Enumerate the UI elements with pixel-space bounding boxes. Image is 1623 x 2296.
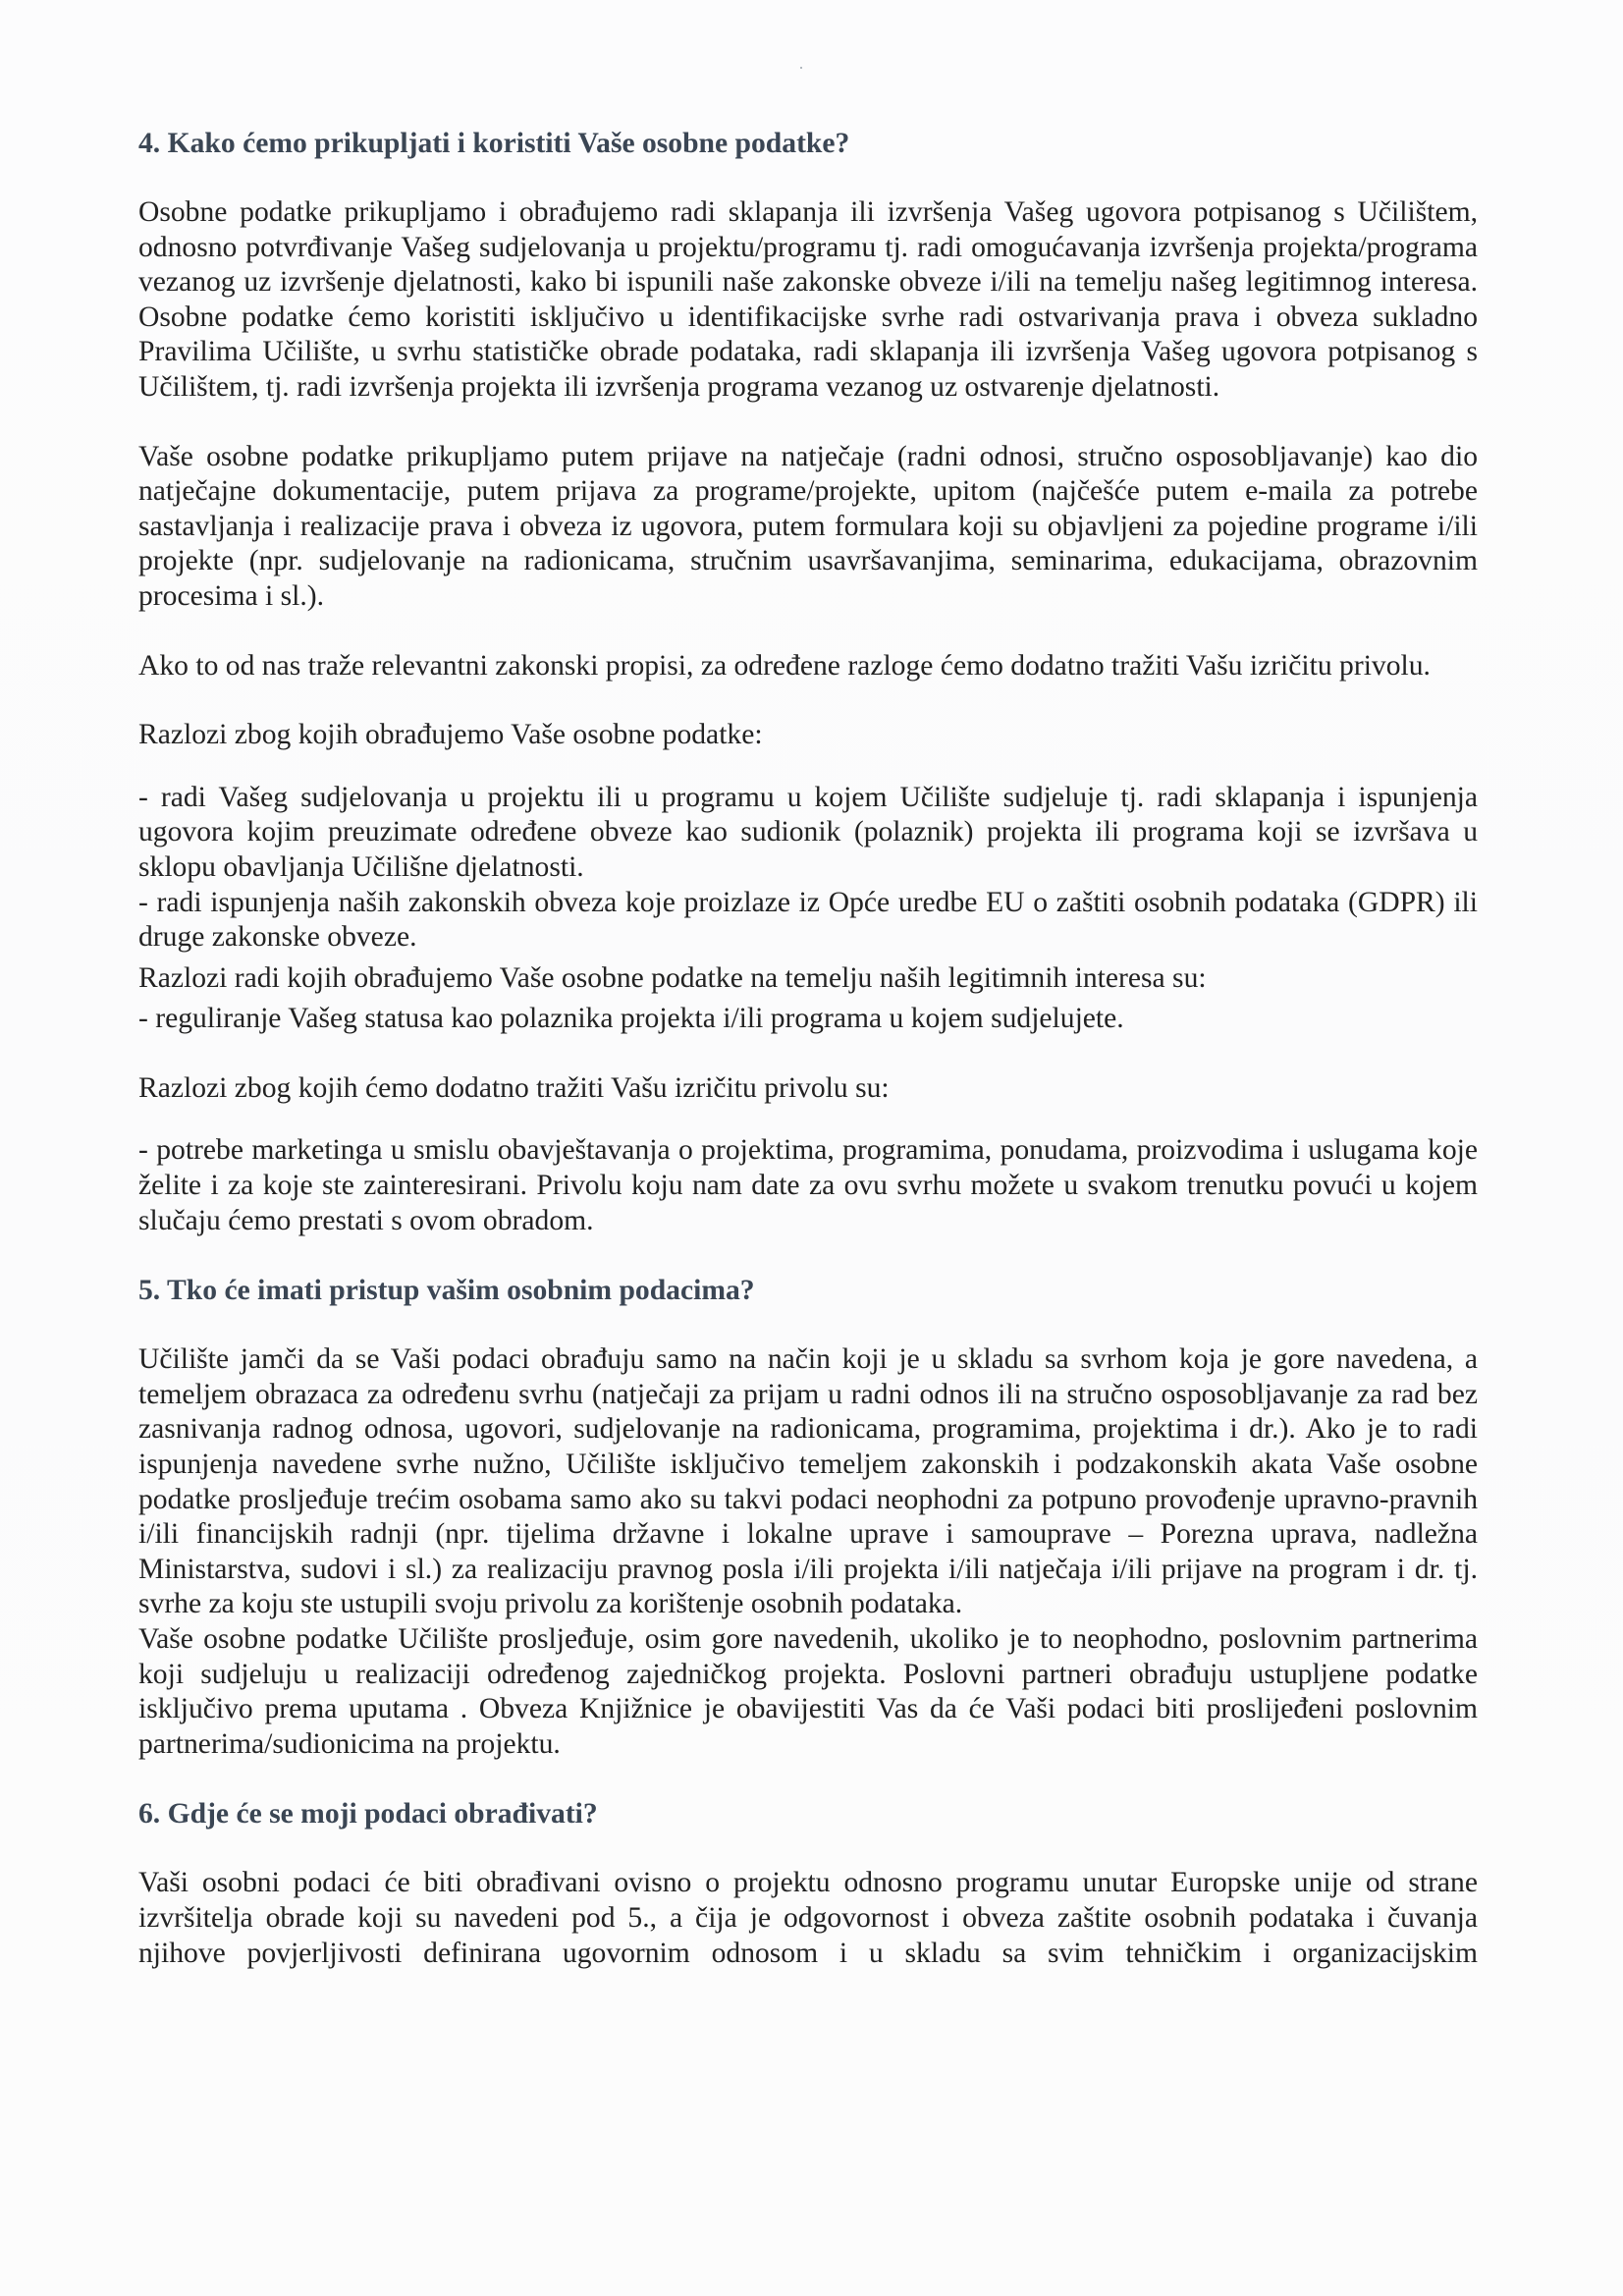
paragraph: Ako to od nas traže relevantni zakonski propisi, za određene razloge ćemo dodatno tražiti Vašu izričitu privolu. bbox=[138, 649, 1431, 682]
section-4 bbox=[138, 126, 1478, 1238]
section-heading: 4. Kako ćemo prikupljati i koristiti Vaše osobne podatke? bbox=[138, 128, 850, 159]
paragraph: Razlozi zbog kojih ćemo dodatno tražiti Vašu izričitu privolu su: bbox=[138, 1071, 890, 1104]
paragraph: Vaši osobni podaci će biti obrađivani ovisno o projektu odnosno programu unutar Europske unije od strane izvršitelja obrade koji su navedeni pod 5., a čija je odgovornost i obveza zaštite osobnih podataka i čuvanja njihove povjerljivosti definirana ugovornim odnosom i u skladu sa svim tehničkim i organizacijskim bbox=[138, 1867, 1478, 1969]
list-item: - radi Vašeg sudjelovanja u projektu ili u programu u kojem Učilište sudjeluje tj. radi sklapanja i ispunjenja ugovora kojim preuzimate određene obveze kao sudionik (polaznik) projekta ili programa koji se izvršava u sklopu obavljanja Učilišne djelatnosti. bbox=[138, 781, 1478, 883]
section-6 bbox=[138, 1796, 1478, 1971]
paragraph: Učilište jamči da se Vaši podaci obrađuju samo na način koji je u skladu sa svrhom koja je gore navedena, a temeljem obrazaca za određenu svrhu (natječaji za prijam u radni odnos ili na stručno osposobljavanje za rad bez zasnivanja radnog odnosa, ugovori, sudjelovanje na radionicama, programima, projektima i dr.). Ako je to radi ispunjenja navedene svrhe nužno, Učilište isključivo temeljem zakonskih i podzakonskih akata Vaše osobne podatke prosljeđuje trećim osobama samo ako su takvi podaci neophodni za potpuno provođenje upravno-pravnih i/ili financijskih radnji (npr. tijelima državne i lokalne uprave i samouprave – Porezna uprava, nadležna Ministarstva, sudovi i sl.) za realizaciju pravnog posla i/ili projekta i/ili natječaja i/ili prijave na program i dr. tj. svrhe za koju ste ustupili svoju privolu za korištenje osobnih podataka. bbox=[138, 1343, 1478, 1620]
list-item: - potrebe marketinga u smislu obavještavanja o projektima, programima, ponudama, proizvodima i uslugama koje želite i za koje ste zainteresirani. Privolu koju nam date za ovu svrhu možete u svakom trenutku povući u kojem slučaju ćemo prestati s ovom obradom. bbox=[138, 1134, 1478, 1236]
scan-speck bbox=[800, 67, 802, 69]
section-heading: 6. Gdje će se moji podaci obrađivati? bbox=[138, 1798, 598, 1831]
list-item: - radi ispunjenja naših zakonskih obveza koje proizlaze iz Opće uredbe EU o zaštiti osobnih podataka (GDPR) ili druge zakonske obveze. bbox=[138, 886, 1478, 954]
paragraph: Razlozi zbog kojih obrađujemo Vaše osobne podatke: bbox=[138, 719, 763, 751]
section-heading: 5. Tko će imati pristup vašim osobnim podacima? bbox=[138, 1275, 755, 1307]
list-item: - reguliranje Vašeg statusa kao polaznika projekta i/ili programa u kojem sudjelujete. bbox=[138, 1003, 1124, 1035]
section-5 bbox=[138, 1273, 1478, 1762]
paragraph: Vaše osobne podatke prikupljamo putem prijave na natječaje (radni odnosi, stručno osposobljavanje) kao dio natječajne dokumentacije, putem prijava za programe/projekte, upitom (najčešće putem e-maila za potrebe sastavljanja i realizacije prava i obveza iz ugovora, putem formulara koji su objavljeni za pojedine programe i/ili projekte (npr. sudjelovanje na radionicama, stručnim usavršavanjima, seminarima, edukacijama, obrazovnim procesima i sl.). bbox=[138, 440, 1478, 612]
paragraph: Osobne podatke prikupljamo i obrađujemo radi sklapanja ili izvršenja Vašeg ugovora potpisanog s Učilištem, odnosno potvrđivanje Vašeg sudjelovanja u projektu/programu tj. radi omogućavanja izvršenja projekta/programa vezanog uz izvršenje djelatnosti, kako bi ispunili naše zakonske obveze i/ili na temelju našeg legitimnog interesa. Osobne podatke ćemo koristiti isključivo u identifikacijske svrhe radi ostvarivanja prava i obveza sukladno Pravilima Učilište, u svrhu statističke obrade podataka, radi sklapanja ili izvršenja Vašeg ugovora potpisanog s Učilištem, tj. radi izvršenja projekta ili izvršenja programa vezanog uz ostvarenje djelatnosti. bbox=[138, 196, 1478, 403]
paragraph: Razlozi radi kojih obrađujemo Vaše osobne podatke na temelju naših legitimnih interesa su: bbox=[138, 961, 1207, 994]
document-body bbox=[138, 126, 1478, 1971]
paragraph: Vaše osobne podatke Učilište prosljeđuje, osim gore navedenih, ukoliko je to neophodno, poslovnim partnerima koji sudjeluju u realizaciji određenog zajedničkog projekta. Poslovni partneri obrađuju ustupljene podatke isključivo prema uputama . Obveza Knjižnice je obavijestiti Vas da će Vaši podaci biti proslijeđeni poslovnim partnerima/sudionicima na projektu. bbox=[138, 1623, 1478, 1760]
